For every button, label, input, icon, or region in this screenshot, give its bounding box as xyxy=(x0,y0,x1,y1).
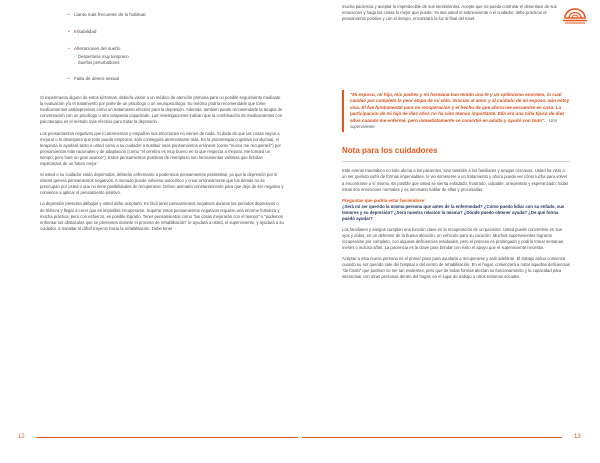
body-paragraph: Si experimenta alguno de estos síntomas, debería visitar a un médico de atención primaria para un posible seguimiento mediante la evaluación y/o el tratamiento por parte de un psicólogo o un neuropsicólogo. Su médico podría recomendarle que tome medicamentos antidepresivos como un tratamiento efectivo para la depresión. Además, también puede recomendarle la terapia de conversación con un psicólogo u otro terapeuta capacitado. Las investigaciones indican que la combinación de medicamentos con psicoterapia es el método más efectivo para tratar la depresión. xyxy=(40,95,283,125)
questions-list xyxy=(342,204,570,222)
quote-text: "Mi esposo, mi hija, mis padres y mi hermana han tenido una fe y un optimismo enormes, lo cual cambió por completo la peor etapa de mi vida. Gracias al amor y al cuidado de mi esposo, aún estoy viva. Él fue fundamental para mi recuperación y el hecho de que ahora me encuentre en casa. La participación de mi hija de diez años no ha sido menos importante. Ella era una niña típica de diez años cuando me enfermé, pero inmediatamente se convirtió en adulta y ayudó con todo". - Una superviviente xyxy=(350,92,570,130)
page-number-left: 12 xyxy=(18,434,25,440)
list-item: • Falta de deseo sexual xyxy=(40,76,284,82)
body-paragraph: La depresión presenta altibajos y usted debe aceptarlo. Es fácil tener pensamientos negativos durante los periodos depresivos o de tristeza y llegar a creer que es imposible recuperarse. Superar estos pensamientos negativos requiere una enorme fortaleza y mucha práctica; pero con esfuerzo, es posible lograrlo. Tener pensamientos como "las cosas mejorarán con el tiempo" o "podemos enfrentar los obstáculos que se presenten durante el proceso de rehabilitación" le ayudará a usted, el superviviente, y ayudará a su cuidador, a transitar el difícil trayecto hacia la rehabilitación. Debe tener xyxy=(40,201,284,231)
list-item: • Llanto más frecuente de lo habitual xyxy=(40,12,284,18)
sub-list-item: ◦ Sueños perturbadores xyxy=(74,60,284,66)
footer-rule-right xyxy=(302,437,562,438)
right-page xyxy=(300,0,600,463)
list-item: • Alteraciones del sueño ◦ Despertarse muy temprano ◦ Sueños perturbadores xyxy=(40,46,284,65)
question-text: ¿Será mi ser querido la misma persona que antes de la enfermedad? ¿Cómo puedo lidiar con su enfado, sus temores y su depresión? ¿Será nuestra relación la misma? ¿Dónde puedo obtener ayuda? ¿De qué forma puedo ayudar? xyxy=(342,203,565,221)
body-paragraph: Este evento traumático no solo afecta a los pacientes, sino también a los familiares y amigos cercanos. Usted ha visto a un ser querido sufrir de formas impensables, lo vio someterse a un tratamiento y ahora puede ver cómo lucha para volver a encontrarse a sí mismo. Es posible que usted se sienta enfadado, frustrado, culpable, arrepentido y esperanzado; todas estas son emociones normales y es necesario hablar de ellas y procesarlas. xyxy=(342,168,569,192)
section-title: Nota para los cuidadores xyxy=(342,146,438,156)
section-divider xyxy=(342,161,570,162)
body-paragraph: Si usted o su cuidador están deprimidos, deberán enfrentarse a poderosos pensamientos pesimistas, ya que la depresión por sí misma genera pensamientos negativos. A menudo puede volverse autocrítico y crear erróneamente que los demás no se preocupan por usted o que no tiene posibilidades de recuperarse. Deben animarlo constantemente para que deje de ser negativo y comience a aplicar el pensamiento positivo. xyxy=(40,172,284,196)
left-column xyxy=(40,12,284,237)
sub-list-item: ◦ Despertarse muy temprano xyxy=(74,54,284,60)
testimonial-quote xyxy=(342,90,570,132)
body-paragraph: Los pensamientos negativos que lo atormentan y empañan sus emociones no vienen de nada. Si duda de que las cosas vayan a mejorar o le desespera que todo pueda empeorar, sólo conseguirá atormentarse más. En la psicoterapia cognitiva conductual, el terapeuta lo ayudará tanto a usted como a su cuidador a sustituir esos pensamientos erróneos (como "nunca me recuperaré") por pensamientos más racionales y de adaptación (como "el cerebro es muy bueno en lo que respecta a mejorar. Me tomará un tiempo, pero haré un gran avance"). Estos pensamientos positivos de reemplazo son herramientas valiosas que brindan esperanzas de un futuro mejor. xyxy=(40,130,281,166)
sub-list xyxy=(74,54,284,65)
list-item: • Irritabilidad xyxy=(40,29,284,35)
footer-rule-left xyxy=(36,437,298,438)
body-paragraph: Aceptar a esta nueva persona es el primer paso para ayudarla a recuperarse y salir adelante. El trabajo arduo comienza cuando su ser querido sale del hospital o del centro de rehabilitación. En el hogar, comenzará a notar aquellas deficiencias "de fondo" que podrían no ser tan evidentes, pero que de todas formas afectan su funcionamiento y la capacidad para interactuar con otras personas dentro del hogar, en el lugar de trabajo u otros entornos sociales. xyxy=(342,256,570,280)
symptom-list xyxy=(40,12,284,82)
right-column-main xyxy=(342,90,570,286)
page-number-right: 13 xyxy=(574,434,581,440)
body-paragraph: Los familiares y amigos cumplen una función clave en la recuperación de un paciente. Usted puede convertirse en sus ojos y oídos; en un defensor de la buena atención, un vehículo para su curación. Muchos supervivientes lograron recuperarse por completo, con algunas deficiencias residuales, pero el proceso es prolongado y podría tomar semanas, meses o incluso años. La paciencia es la clave para brindar con éxito el apoyo que el superviviente necesita. xyxy=(342,226,565,250)
right-column xyxy=(342,4,570,65)
quote-attribution: - Una superviviente xyxy=(350,117,557,130)
body-paragraph: mucha paciencia y aceptar lo impredecible de sus sentimientos. Acepte que no puede controlar el desenlace de sus emociones y haga las cosas lo mejor que pueda. Ya sea usted el sobreviviente o el cuidador, debe practicar el pensamiento positivo y con el tiempo, encontrará la luz al final del túnel. xyxy=(342,4,557,22)
questions-heading: Preguntas que podría estar haciéndose: xyxy=(342,197,426,203)
